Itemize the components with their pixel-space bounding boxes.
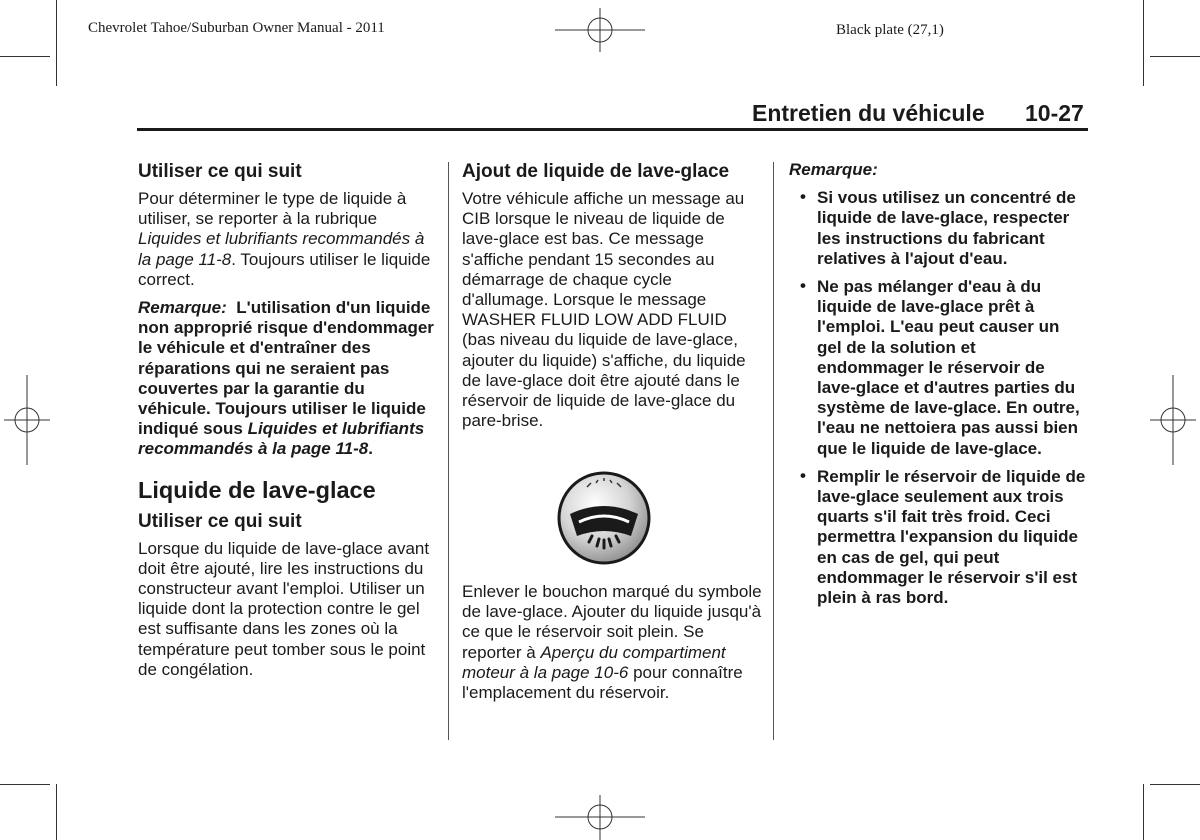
notice-label: Remarque:: [789, 160, 878, 179]
column-divider: [448, 162, 449, 740]
cross-reference-link[interactable]: Liquides et lubrifiants recommandés à la page 11-8: [138, 229, 425, 269]
cross-reference-link[interactable]: Liquides et lubrifiants recommandés à la page 11-8: [138, 419, 425, 459]
crop-mark: [0, 56, 50, 57]
notice-label: Remarque:: [138, 298, 227, 318]
crop-mark: [1150, 784, 1200, 785]
heading-use-following: Utiliser ce qui suit: [138, 161, 302, 182]
paragraph-washer-fluid: Lorsque du liquide de lave-glace avant doit être ajouté, lire les instructions du constructeur avant l'emploi. Utiliser un liquide dont la protection contre le gel est suffisante dans les zones où la température peut tomber sous le point de congélation.: [138, 538, 430, 679]
notice-paragraph: [138, 298, 436, 460]
registration-mark-icon: [1150, 375, 1196, 465]
paragraph-fluid-type: [138, 189, 436, 290]
registration-mark-icon: [4, 375, 50, 465]
list-item: • Si vous utilisez un concentré de liquide de lave-glace, respecter les instructions du fabricant relatives à l'ajout d'eau.: [789, 188, 1087, 269]
paragraph-cib-message: Votre véhicule affiche un message au CIB lorsque le niveau de liquide de lave-glace est bas. Ce message s'affiche pendant 15 secondes au démarrage de chaque cycle d'allumage. Lorsque le message WASHER FLUID LOW ADD FLUID (bas niveau du liquide de lave-glace, ajouter du liquide) s'affiche, du liquide de lave-glace doit être ajouté dans le réservoir de liquide de lave-glace du pare-brise.: [462, 189, 746, 431]
notice-text: .: [368, 439, 373, 459]
registration-mark-icon: [555, 795, 645, 840]
header-rule: [137, 128, 1088, 131]
notice-text: L'utilisation d'un liquide non approprié risque d'endommager le véhicule et d'entraîner des réparations qui ne seraient pas couvertes par la garantie du véhicule. Toujours utiliser le liquide indiqué sous: [138, 298, 434, 439]
column-3: [789, 160, 1087, 608]
crop-mark: [1150, 56, 1200, 57]
page-number: 10-27: [1025, 100, 1084, 126]
paragraph-text: pour connaître l'emplacement du réservoir.: [462, 662, 743, 703]
crop-mark: [0, 784, 50, 785]
heading-use-following: Utiliser ce qui suit: [138, 510, 302, 532]
notice-list: [789, 188, 1087, 608]
section-title: Entretien du véhicule: [752, 100, 985, 126]
paragraph-text: . Toujours utiliser le liquide correct.: [138, 249, 431, 289]
crop-mark: [56, 784, 57, 840]
washer-fluid-symbol-icon: [556, 470, 652, 566]
section-heading-washer-fluid: Liquide de lave-glace: [138, 476, 376, 503]
manual-title: Chevrolet Tahoe/Suburban Owner Manual - 2011: [88, 20, 385, 36]
paragraph-fill-reservoir: [462, 582, 762, 703]
column-2-lower: [462, 582, 762, 703]
cross-reference-link[interactable]: Aperçu du compartiment moteur à la page 10-6: [462, 642, 726, 682]
list-item: • Ne pas mélanger d'eau à du liquide de lave-glace prêt à l'emploi. L'eau peut causer un gel de la solution et endommager le réservoir de lave-glace et d'autres parties du système de lave-glace. En outre, l'eau ne nettoiera pas aussi bien que le liquide de lave-glace.: [789, 277, 1087, 459]
registration-mark-icon: [555, 8, 645, 52]
heading-add-washer-fluid: Ajout de liquide de lave-glace: [462, 161, 730, 182]
column-divider: [773, 162, 774, 740]
plate-label: Black plate (27,1): [836, 22, 944, 38]
paragraph-text: Pour déterminer le type de liquide à utiliser, se reporter à la rubrique: [138, 189, 407, 229]
crop-mark: [1143, 784, 1144, 840]
crop-mark: [1143, 0, 1144, 86]
crop-mark: [56, 0, 57, 86]
paragraph-text: Enlever le bouchon marqué du symbole de lave-glace. Ajouter du liquide jusqu'à ce que le réservoir soit plein. Se reporter à: [462, 582, 762, 662]
list-item: • Remplir le réservoir de liquide de lave-glace seulement aux trois quarts s'il fait très froid. Ceci permettra l'expansion du liquide en cas de gel, qui peut endommager le réservoir s'il est plein à ras bord.: [789, 467, 1087, 608]
column-1: [138, 160, 436, 680]
column-2: [462, 160, 762, 431]
